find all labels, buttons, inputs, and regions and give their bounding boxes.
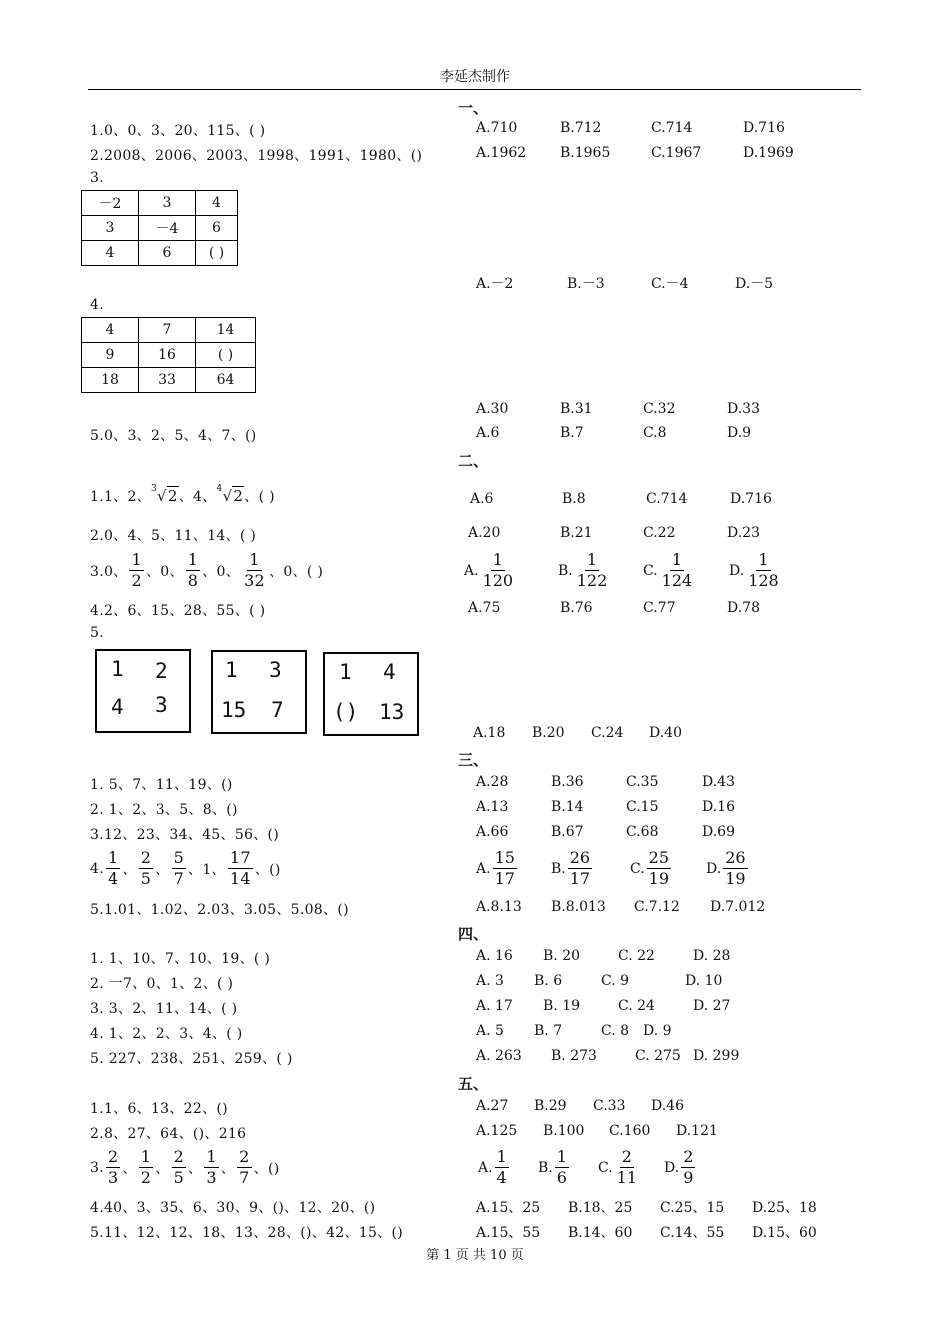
numerator: 5 <box>173 848 185 867</box>
s2-q5-label: 5. <box>90 625 104 641</box>
s3-q2-opt-b: B.14 <box>551 799 584 815</box>
s5-q4-text: 4.40、3、35、6、30、9、()、12、20、() <box>90 1200 376 1216</box>
fraction <box>237 1147 251 1188</box>
numerator: 17 <box>229 848 251 867</box>
fraction <box>186 550 200 591</box>
s4-q3-opt-a: A. 17 <box>476 998 513 1014</box>
s3-q2-opt-c: C.15 <box>626 799 659 815</box>
s2-q5-opt-c: C.24 <box>591 725 624 741</box>
s5-q3-opt-b <box>538 1147 571 1188</box>
numerator: 2 <box>107 1147 119 1166</box>
s2-q1-opt-b: B.8 <box>562 491 586 507</box>
s2-q3-p3: 、0、( ) <box>269 563 324 580</box>
s1-q3-opt-a: A.－2 <box>476 276 514 292</box>
radicand: 2 <box>233 487 244 505</box>
s2-q1-text <box>90 486 275 506</box>
s1-q2-opt-a: A.1962 <box>476 145 527 161</box>
s3-q2-opt-a: A.13 <box>476 799 509 815</box>
numerator: 25 <box>648 848 670 867</box>
s2-q3-text <box>90 550 323 591</box>
denominator: 19 <box>648 869 670 888</box>
denominator: 17 <box>494 869 515 888</box>
denominator: 4 <box>496 1168 507 1187</box>
radicand: 2 <box>167 487 178 505</box>
denominator: 7 <box>239 1168 250 1187</box>
section-1-title: 一、 <box>458 99 489 117</box>
fraction <box>139 848 153 889</box>
numerator: 1 <box>758 550 769 569</box>
grid-cell: 4 <box>82 318 139 343</box>
page-header: 李延杰制作 <box>440 69 510 85</box>
grid-cell: 33 <box>139 368 196 393</box>
denominator: 3 <box>206 1168 217 1187</box>
denominator: 5 <box>140 869 152 888</box>
grid-cell: －4 <box>139 216 196 241</box>
s1-q5-opt-c: C.8 <box>643 425 667 441</box>
cube-root-expr: $^3$√2 <box>150 484 178 505</box>
numerator: 1 <box>140 1147 152 1166</box>
s5-q1-opt-c: C.33 <box>593 1098 626 1114</box>
s2-q1-opt-c: C.714 <box>646 491 688 507</box>
s5-q3-opt-d <box>664 1147 697 1188</box>
s3-q4-suffix: 、() <box>254 861 281 878</box>
s3-q5-opt-a: A.8.13 <box>476 899 522 915</box>
numerator: 2 <box>140 848 152 867</box>
s3-q1-text: 1. 5、7、11、19、() <box>90 777 233 793</box>
s1-q1-text: 1.0、0、3、20、115、( ) <box>90 123 266 139</box>
s3-q5-text: 5.1.01、1.02、2.03、3.05、5.08、() <box>90 902 349 918</box>
s1-q1-opt-c: C.714 <box>651 120 693 136</box>
fraction <box>242 550 267 591</box>
numerator: 1 <box>107 848 119 867</box>
s5-q2-text: 2.8、27、64、()、216 <box>90 1126 247 1142</box>
option-label: B. <box>558 562 573 579</box>
fourth-root-expr: $^4$√2 <box>216 484 244 505</box>
fraction <box>681 1147 695 1188</box>
separator: 、 <box>220 1160 236 1177</box>
s5-q3-text <box>90 1147 279 1188</box>
s3-q4-opt-a <box>476 848 519 889</box>
numerator: 1 <box>187 550 199 569</box>
s5-q3-opt-a <box>478 1147 511 1188</box>
numerator: 15 <box>494 848 515 867</box>
denominator: 19 <box>725 869 746 888</box>
s4-q1-opt-a: A. 16 <box>476 948 513 964</box>
grid-cell: 16 <box>139 343 196 368</box>
s2-q3-opt-d <box>729 550 783 591</box>
s2-q2-opt-b: B.21 <box>560 525 593 541</box>
s5-q5-text: 5.11、12、12、18、13、28、()、42、15、() <box>90 1225 404 1241</box>
fraction <box>129 550 143 591</box>
s1-q2-text: 2.2008、2006、2003、1998、1991、1980、() <box>90 148 423 164</box>
numerator: 1 <box>556 1147 567 1166</box>
denominator: 124 <box>661 571 693 590</box>
numerator: 1 <box>131 550 142 569</box>
denominator: 2 <box>140 1168 152 1187</box>
s4-q2-opt-b: B. 6 <box>534 973 563 989</box>
numerator: 1 <box>249 550 260 569</box>
fraction <box>493 848 517 889</box>
s1-q5-opt-a: A.6 <box>476 425 500 441</box>
s2-q3-p2: 、0、 <box>202 563 241 580</box>
s2-q4-opt-d: D.78 <box>727 600 760 616</box>
option-label: C. <box>643 562 658 579</box>
s2-q2-opt-a: A.20 <box>468 525 501 541</box>
denominator: 8 <box>187 571 199 590</box>
denominator: 17 <box>569 869 591 888</box>
s4-q5-opt-a: A. 263 <box>476 1048 522 1064</box>
root-index: 3 <box>150 484 158 494</box>
s3-q3-text: 3.12、23、34、45、56、() <box>90 827 280 843</box>
s1-q5-text: 5.0、3、2、5、4、7、() <box>90 428 257 444</box>
fraction <box>555 1147 569 1188</box>
s5-q2-opt-b: B.100 <box>543 1123 585 1139</box>
option-label: B. <box>551 860 566 877</box>
numerator: 2 <box>683 1147 694 1166</box>
s3-q3-opt-c: C.68 <box>626 824 659 840</box>
numerator: 26 <box>569 848 591 867</box>
s3-q2-opt-d: D.16 <box>702 799 735 815</box>
s1-q4-opt-b: B.31 <box>560 401 593 417</box>
s1-q4-opt-a: A.30 <box>476 401 509 417</box>
section-4-title: 四、 <box>458 925 489 943</box>
fraction <box>204 1147 218 1188</box>
s1-q3-label: 3. <box>90 170 104 186</box>
s5-q4-opt-a: A.15、25 <box>476 1200 541 1216</box>
s3-q3-opt-b: B.67 <box>551 824 584 840</box>
grid-cell: －2 <box>82 191 139 216</box>
s4-q5-opt-c: C. 275 <box>635 1048 681 1064</box>
denominator: 3 <box>107 1168 119 1187</box>
s1-q5-opt-b: B.7 <box>560 425 584 441</box>
s2-q1-opt-a: A.6 <box>470 491 494 507</box>
numerator: 1 <box>671 550 683 569</box>
s4-q2-opt-c: C. 9 <box>601 973 630 989</box>
s1-q4-label: 4. <box>90 297 104 313</box>
option-label: C. <box>598 1159 613 1176</box>
s1-q3-grid <box>81 190 238 266</box>
s5-q4-opt-d: D.25、18 <box>752 1200 817 1216</box>
s3-q2-text: 2. 1、2、3、5、8、() <box>90 802 238 818</box>
s2-q4-opt-a: A.75 <box>468 600 501 616</box>
separator: 、 <box>155 861 170 878</box>
section-2-title: 二、 <box>458 452 489 470</box>
fraction <box>660 550 695 591</box>
s4-q5-opt-b: B. 273 <box>551 1048 597 1064</box>
s5-q1-text: 1.1、6、13、22、() <box>90 1101 228 1117</box>
s1-q3-opt-b: B.－3 <box>567 276 605 292</box>
s2-q1-mid: 、4、 <box>178 489 217 505</box>
fraction <box>746 550 781 591</box>
s5-q5-opt-d: D.15、60 <box>752 1225 817 1241</box>
s1-q1-opt-a: A.710 <box>476 120 518 136</box>
s2-q3-opt-c <box>643 550 696 591</box>
box-cell: () <box>333 700 359 724</box>
denominator: 14 <box>229 869 251 888</box>
s1-q1-opt-b: B.712 <box>560 120 602 136</box>
s1-q3-opt-d: D.－5 <box>735 276 774 292</box>
box-cell: 4 <box>111 695 124 719</box>
s4-q2-text: 2. 一7、0、1、2、( ) <box>90 976 234 992</box>
fraction <box>481 550 516 591</box>
s2-q4-text: 4.2、6、15、28、55、( ) <box>90 603 266 619</box>
s2-q2-opt-c: C.22 <box>643 525 676 541</box>
grid-cell: 9 <box>82 343 139 368</box>
s4-q4-opt-c: C. 8 <box>601 1023 630 1039</box>
denominator: 4 <box>107 869 119 888</box>
fraction <box>172 1147 186 1188</box>
grid-cell: ( ) <box>196 343 256 368</box>
option-label: C. <box>630 860 645 877</box>
s3-q4-mid: 、1、 <box>188 861 226 878</box>
denominator: 6 <box>556 1168 567 1187</box>
s5-q1-opt-b: B.29 <box>534 1098 567 1114</box>
denominator: 7 <box>173 869 185 888</box>
s4-q5-text: 5. 227、238、251、259、( ) <box>90 1051 293 1067</box>
section-3-title: 三、 <box>458 751 489 769</box>
box-cell: 1 <box>339 660 352 684</box>
grid-cell: 4 <box>82 241 139 266</box>
denominator: 5 <box>173 1168 185 1187</box>
s5-q1-opt-d: D.46 <box>651 1098 684 1114</box>
s2-q3-p1: 、0、 <box>145 563 184 580</box>
root-index: 4 <box>216 484 223 494</box>
s2-q1-opt-d: D.716 <box>730 491 772 507</box>
s2-q3-opt-b <box>558 550 611 591</box>
s5-q5-opt-a: A.15、55 <box>476 1225 541 1241</box>
s2-q1-suffix: 、( ) <box>244 489 275 505</box>
grid-cell: 64 <box>196 368 256 393</box>
s5-q4-opt-c: C.25、15 <box>660 1200 725 1216</box>
s2-q5-opt-b: B.20 <box>532 725 565 741</box>
fraction <box>106 1147 120 1188</box>
s2-q4-opt-c: C.77 <box>643 600 676 616</box>
s5-q2-opt-c: C.160 <box>609 1123 651 1139</box>
s3-q1-opt-a: A.28 <box>476 774 509 790</box>
fraction <box>172 848 186 889</box>
s5-q3-suffix: 、() <box>253 1160 280 1177</box>
s3-q4-text <box>90 848 281 889</box>
s3-q5-opt-b: B.8.013 <box>551 899 606 915</box>
option-label: D. <box>664 1159 680 1176</box>
numerator: 2 <box>621 1147 632 1166</box>
s2-q2-opt-d: D.23 <box>727 525 760 541</box>
s4-q4-opt-b: B. 7 <box>534 1023 563 1039</box>
s1-q2-opt-d: D.1969 <box>743 145 794 161</box>
box-cell: 3 <box>269 658 282 682</box>
s3-q3-opt-a: A.66 <box>476 824 509 840</box>
fraction <box>647 848 671 889</box>
s5-q4-opt-b: B.18、25 <box>568 1200 633 1216</box>
s4-q1-opt-c: C. 22 <box>618 948 655 964</box>
s5-q2-opt-a: A.125 <box>476 1123 518 1139</box>
separator: 、 <box>155 1160 170 1177</box>
s4-q3-text: 3. 3、2、11、14、( ) <box>90 1001 238 1017</box>
denominator: 128 <box>748 571 779 590</box>
numerator: 26 <box>725 848 746 867</box>
box-cell: 15 <box>221 698 247 722</box>
s4-q3-opt-c: C. 24 <box>618 998 655 1014</box>
option-label: A. <box>464 562 479 579</box>
denominator: 32 <box>244 571 266 590</box>
option-label: D. <box>706 860 722 877</box>
s3-q1-opt-b: B.36 <box>551 774 584 790</box>
fraction <box>228 848 253 889</box>
s4-q4-opt-d: D. 9 <box>643 1023 672 1039</box>
s4-q1-opt-d: D. 28 <box>693 948 731 964</box>
s1-q5-opt-d: D.9 <box>727 425 752 441</box>
box-cell: 3 <box>155 693 168 717</box>
numerator: 2 <box>173 1147 185 1166</box>
box-cell: 2 <box>155 659 168 683</box>
fraction <box>139 1147 153 1188</box>
s4-q4-text: 4. 1、2、2、3、4、( ) <box>90 1026 243 1042</box>
fraction <box>568 848 592 889</box>
grid-cell: ( ) <box>196 241 238 266</box>
s4-q3-opt-b: B. 19 <box>543 998 581 1014</box>
number-box <box>323 652 419 736</box>
fraction <box>106 848 120 889</box>
fraction <box>615 1147 639 1188</box>
grid-cell: 6 <box>139 241 196 266</box>
fraction <box>575 550 610 591</box>
numerator: 1 <box>206 1147 217 1166</box>
denominator: 2 <box>131 571 142 590</box>
box-cell: 4 <box>383 660 396 684</box>
s2-q1-prefix: 1.1、2、 <box>90 489 151 505</box>
fraction <box>495 1147 509 1188</box>
page-footer: 第 1 页 共 10 页 <box>426 1248 524 1263</box>
s2-q5-opt-d: D.40 <box>649 725 682 741</box>
box-cell: 1 <box>111 657 124 681</box>
s4-q2-opt-d: D. 10 <box>685 973 723 989</box>
denominator: 122 <box>576 571 608 590</box>
box-cell: 1 <box>225 658 238 682</box>
s3-q4-opt-d <box>706 848 750 889</box>
s3-q4-opt-b <box>551 848 594 889</box>
option-label: D. <box>729 562 745 579</box>
option-label: A. <box>478 1159 493 1176</box>
s4-q3-opt-d: D. 27 <box>693 998 731 1014</box>
denominator: 120 <box>482 571 514 590</box>
numerator: 1 <box>496 1147 507 1166</box>
s5-q5-opt-c: C.14、55 <box>660 1225 725 1241</box>
s5-q3-opt-c <box>598 1147 641 1188</box>
s4-q2-opt-a: A. 3 <box>476 973 504 989</box>
s3-q5-opt-d: D.7.012 <box>710 899 766 915</box>
option-label: B. <box>538 1159 553 1176</box>
option-label: A. <box>476 860 491 877</box>
section-5-title: 五、 <box>458 1075 489 1093</box>
s2-q2-text: 2.0、4、5、11、14、( ) <box>90 528 257 544</box>
fraction <box>723 848 747 889</box>
box-cell: 7 <box>271 698 284 722</box>
number-box <box>95 649 191 733</box>
s4-q4-opt-a: A. 5 <box>476 1023 504 1039</box>
box-cell: 13 <box>379 700 405 724</box>
s5-q2-opt-d: D.121 <box>676 1123 718 1139</box>
s3-q1-opt-d: D.43 <box>702 774 735 790</box>
s1-q4-grid <box>81 317 256 393</box>
denominator: 9 <box>683 1168 694 1187</box>
separator: 、 <box>122 861 137 878</box>
numerator: 2 <box>239 1147 250 1166</box>
s5-q3-p0: 3. <box>90 1159 104 1176</box>
s1-q3-opt-c: C.－4 <box>651 276 689 292</box>
grid-cell: 4 <box>196 191 238 216</box>
s1-q4-opt-c: C.32 <box>643 401 676 417</box>
numerator: 1 <box>492 550 503 569</box>
s2-q5-opt-a: A.18 <box>473 725 506 741</box>
separator: 、 <box>122 1160 137 1177</box>
s1-q1-opt-d: D.716 <box>743 120 785 136</box>
s1-q2-opt-b: B.1965 <box>560 145 611 161</box>
grid-cell: 3 <box>82 216 139 241</box>
grid-cell: 18 <box>82 368 139 393</box>
header-rule <box>88 89 861 90</box>
grid-cell: 14 <box>196 318 256 343</box>
number-box <box>211 650 307 734</box>
s1-q4-opt-d: D.33 <box>727 401 760 417</box>
s5-q1-opt-a: A.27 <box>476 1098 509 1114</box>
s2-q4-opt-b: B.76 <box>560 600 593 616</box>
s2-q3-p0: 3.0、 <box>90 563 128 580</box>
grid-cell: 3 <box>139 191 196 216</box>
s1-q2-opt-c: C.1967 <box>651 145 702 161</box>
denominator: 11 <box>616 1168 638 1187</box>
s5-q5-opt-b: B.14、60 <box>568 1225 633 1241</box>
grid-cell: 7 <box>139 318 196 343</box>
separator: 、 <box>188 1160 203 1177</box>
s3-q4-opt-c <box>630 848 673 889</box>
s3-q1-opt-c: C.35 <box>626 774 659 790</box>
s3-q5-opt-c: C.7.12 <box>634 899 680 915</box>
s3-q4-p0: 4. <box>90 860 104 877</box>
s4-q1-opt-b: B. 20 <box>543 948 581 964</box>
s4-q5-opt-d: D. 299 <box>693 1048 740 1064</box>
s3-q3-opt-d: D.69 <box>702 824 735 840</box>
s4-q1-text: 1. 1、10、7、10、19、( ) <box>90 951 271 967</box>
numerator: 1 <box>586 550 598 569</box>
s2-q3-opt-a <box>464 550 517 591</box>
grid-cell: 6 <box>196 216 238 241</box>
